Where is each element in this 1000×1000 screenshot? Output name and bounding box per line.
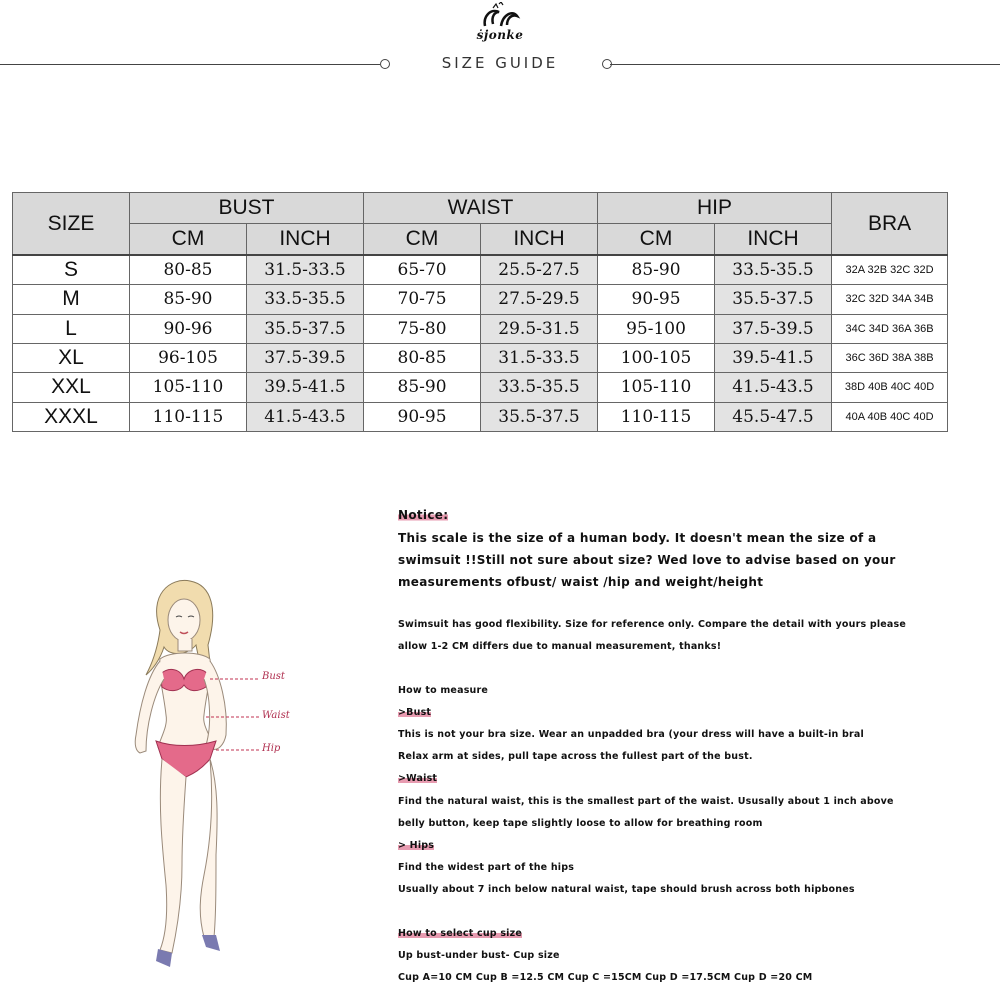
table-row (13, 255, 1000, 285)
waist-cm-cell: 90-95 (364, 402, 481, 431)
size-cell: M (13, 285, 130, 314)
bust-cm-cell: 80-85 (130, 255, 247, 285)
waist-cm-cell: 80-85 (364, 343, 481, 372)
body-measurement-illustration (100, 575, 310, 970)
hip-inch-cell: 39.5-41.5 (715, 343, 832, 372)
hips-line-2: Usually about 7 inch below natural waist, tape should brush across both hipbones (398, 884, 855, 895)
table-row (13, 314, 1000, 343)
hip-cm-cell: 95-100 (598, 314, 715, 343)
waist-header: WAIST (364, 193, 598, 224)
table-row (13, 373, 1000, 402)
flexibility-line-1: Swimsuit has good flexibility. Size for reference only. Compare the detail with yours please (398, 619, 907, 630)
waist-inch-cell: 25.5-27.5 (481, 255, 598, 285)
divider-left (0, 64, 380, 65)
hip-cm-cell: 85-90 (598, 255, 715, 285)
bust-cm-cell: 110-115 (130, 402, 247, 431)
waist-inch-cell: 29.5-31.5 (481, 314, 598, 343)
hip-inch-cell: 45.5-47.5 (715, 402, 832, 431)
bust-inch-cell: 33.5-35.5 (247, 285, 364, 314)
waist-label: Waist (262, 710, 290, 721)
waist-cm-cell: 70-75 (364, 285, 481, 314)
size-cell: XXXL (13, 402, 130, 431)
bra-cell: 32A 32B 32C 32D (832, 255, 948, 285)
waist-inch-cell: 35.5-37.5 (481, 402, 598, 431)
size-header: SIZE (13, 193, 130, 256)
size-cell: XXL (13, 373, 130, 402)
hip-cm-header: CM (598, 224, 715, 256)
bust-cm-header: CM (130, 224, 247, 256)
divider-right (610, 64, 1000, 65)
waist-inch-cell: 31.5-33.5 (481, 343, 598, 372)
hip-inch-cell: 41.5-43.5 (715, 373, 832, 402)
how-to-measure: How to measure (398, 685, 489, 696)
hip-inch-header: INCH (715, 224, 832, 256)
bra-cell: 32C 32D 34A 34B (832, 285, 948, 314)
hips-heading: > Hips (398, 840, 435, 851)
table-row (13, 343, 1000, 372)
notice-line-3: measurements ofbust/ waist /hip and weight/height (398, 575, 764, 589)
bust-inch-header: INCH (247, 224, 364, 256)
bust-inch-cell: 37.5-39.5 (247, 343, 364, 372)
waist-line-1: Find the natural waist, this is the smallest part of the waist. Ususally about 1 inch above (398, 796, 894, 807)
waist-heading: >Waist (398, 773, 438, 784)
size-cell: XL (13, 343, 130, 372)
size-guide-header (0, 54, 1000, 74)
size-cell: S (13, 255, 130, 285)
hip-cm-cell: 110-115 (598, 402, 715, 431)
cup-line-2: Cup A=10 CM Cup B =12.5 CM Cup C =15CM Cup D =17.5CM Cup D =20 CM (398, 972, 813, 983)
hip-cm-cell: 100-105 (598, 343, 715, 372)
bra-header: BRA (832, 193, 948, 256)
bust-label: Bust (262, 671, 285, 682)
hip-inch-cell: 35.5-37.5 (715, 285, 832, 314)
bust-header: BUST (130, 193, 364, 224)
brand-logo (455, 2, 545, 46)
waist-cm-header: CM (364, 224, 481, 256)
body-figure-icon (100, 575, 310, 970)
bust-line-2: Relax arm at sides, pull tape across the fullest part of the bust. (398, 751, 753, 762)
size-cell: L (13, 314, 130, 343)
notice-line-2: swimsuit !!Still not sure about size? Wed love to advise based on your (398, 553, 896, 567)
waist-cm-cell: 75-80 (364, 314, 481, 343)
bra-cell: 36C 36D 38A 38B (832, 343, 948, 372)
cup-size-heading: How to select cup size (398, 928, 522, 939)
divider-dot-left (380, 59, 390, 69)
notice-line-1: This scale is the size of a human body. It doesn't mean the size of a (398, 531, 877, 545)
flexibility-line-2: allow 1-2 CM differs due to manual measurement, thanks! (398, 641, 722, 652)
bust-cm-cell: 105-110 (130, 373, 247, 402)
bra-cell: 40A 40B 40C 40D (832, 402, 948, 431)
bust-cm-cell: 85-90 (130, 285, 247, 314)
bust-inch-cell: 39.5-41.5 (247, 373, 364, 402)
bust-inch-cell: 31.5-33.5 (247, 255, 364, 285)
hip-cm-cell: 90-95 (598, 285, 715, 314)
page-title: SIZE GUIDE (441, 54, 559, 72)
brand-logo-text: ṡjonke (476, 28, 524, 42)
table-row (13, 285, 1000, 314)
table-row (13, 402, 1000, 431)
hip-label: Hip (262, 743, 281, 754)
bust-cm-cell: 96-105 (130, 343, 247, 372)
hip-inch-cell: 37.5-39.5 (715, 314, 832, 343)
waist-line-2: belly button, keep tape slightly loose to allow for breathing room (398, 818, 763, 829)
bust-line-1: This is not your bra size. Wear an unpadded bra (your dress will have a built-in bral (398, 729, 864, 740)
waist-inch-cell: 33.5-35.5 (481, 373, 598, 402)
waist-cm-cell: 85-90 (364, 373, 481, 402)
bra-cell: 38D 40B 40C 40D (832, 373, 948, 402)
bust-inch-cell: 35.5-37.5 (247, 314, 364, 343)
waist-cm-cell: 65-70 (364, 255, 481, 285)
bra-cell: 34C 34D 36A 36B (832, 314, 948, 343)
waist-inch-header: INCH (481, 224, 598, 256)
notice-heading: Notice: (398, 508, 449, 522)
bust-cm-cell: 90-96 (130, 314, 247, 343)
bust-heading: >Bust (398, 707, 432, 718)
size-table (12, 192, 1000, 432)
cup-line-1: Up bust-under bust- Cup size (398, 950, 560, 961)
waist-inch-cell: 27.5-29.5 (481, 285, 598, 314)
bust-inch-cell: 41.5-43.5 (247, 402, 364, 431)
hip-header: HIP (598, 193, 832, 224)
hip-cm-cell: 105-110 (598, 373, 715, 402)
hips-line-1: Find the widest part of the hips (398, 862, 575, 873)
hip-inch-cell: 33.5-35.5 (715, 255, 832, 285)
